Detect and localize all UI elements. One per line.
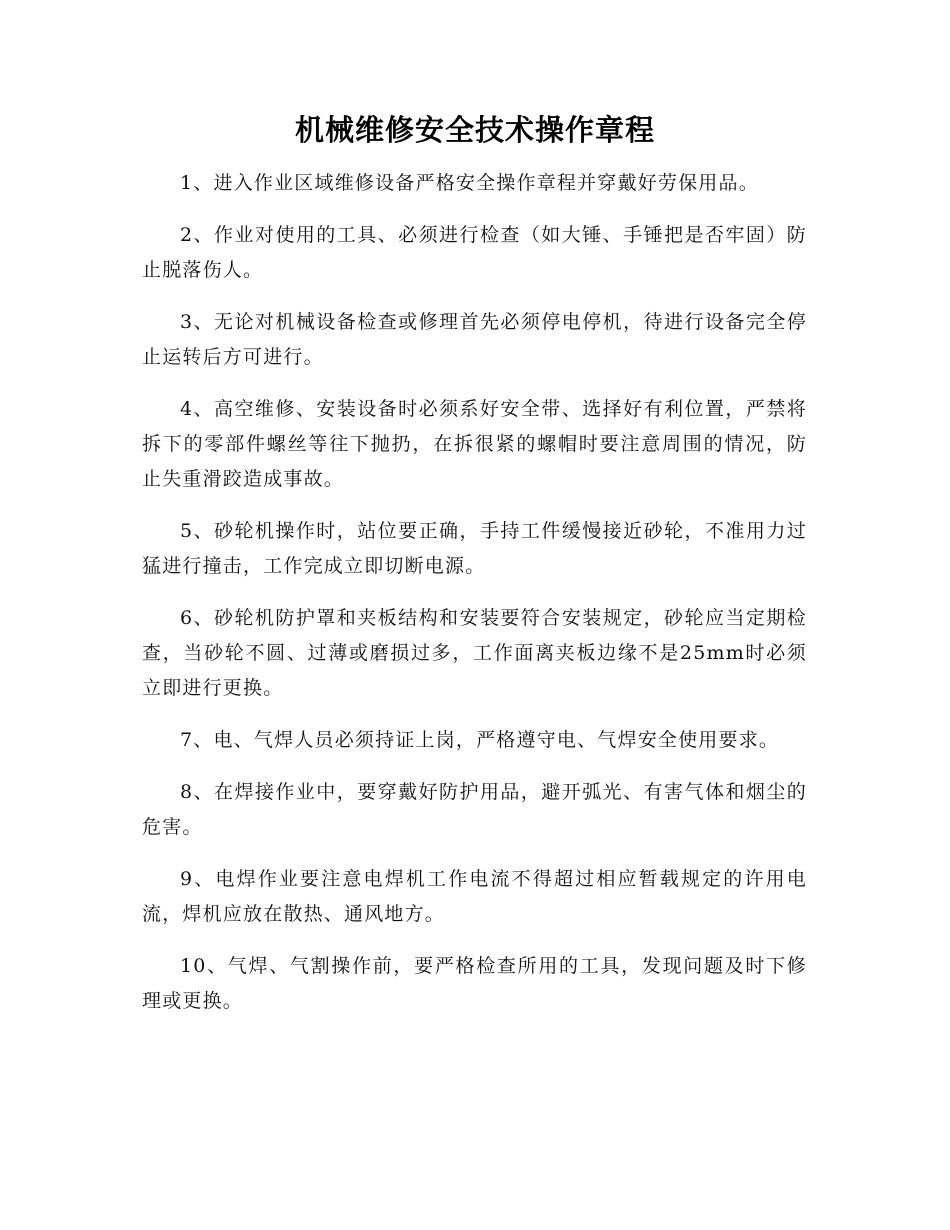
paragraph-10: 10、气焊、气割操作前，要严格检查所用的工具，发现问题及时下修理或更换。 bbox=[142, 955, 807, 1012]
paragraph-5: 5、砂轮机操作时，站位要正确，手持工件缓慢接近砂轮，不准用力过猛进行撞击，工作完成立即切断电源。 bbox=[142, 520, 807, 577]
paragraph-2: 2、作业对使用的工具、必须进行检查（如大锤、手锤把是否牢固）防止脱落伤人。 bbox=[142, 224, 807, 281]
paragraph-8: 8、在焊接作业中，要穿戴好防护用品，避开弧光、有害气体和烟尘的危害。 bbox=[142, 781, 807, 838]
paragraph-7: 7、电、气焊人员必须持证上岗，严格遵守电、气焊安全使用要求。 bbox=[180, 729, 780, 751]
document-body bbox=[142, 166, 807, 1036]
paragraph-4: 4、高空维修、安装设备时必须系好安全带、选择好有利位置，严禁将拆下的零部件螺丝等往下抛扔，在拆很紧的螺帽时要注意周围的情况，防止失重滑跤造成事故。 bbox=[142, 398, 807, 490]
paragraph-3: 3、无论对机械设备检查或修理首先必须停电停机，待进行设备完全停止运转后方可进行。 bbox=[142, 311, 807, 368]
paragraph-6: 6、砂轮机防护罩和夹板结构和安装要符合安装规定，砂轮应当定期检查，当砂轮不圆、过薄或磨损过多，工作面离夹板边缘不是25mm时必须立即进行更换。 bbox=[142, 607, 807, 699]
document-title: 机械维修安全技术操作章程 bbox=[294, 113, 655, 147]
paragraph-1: 1、进入作业区域维修设备严格安全操作章程并穿戴好劳保用品。 bbox=[180, 172, 759, 194]
paragraph-9: 9、电焊作业要注意电焊机工作电流不得超过相应暂载规定的许用电流，焊机应放在散热、通风地方。 bbox=[142, 868, 807, 925]
